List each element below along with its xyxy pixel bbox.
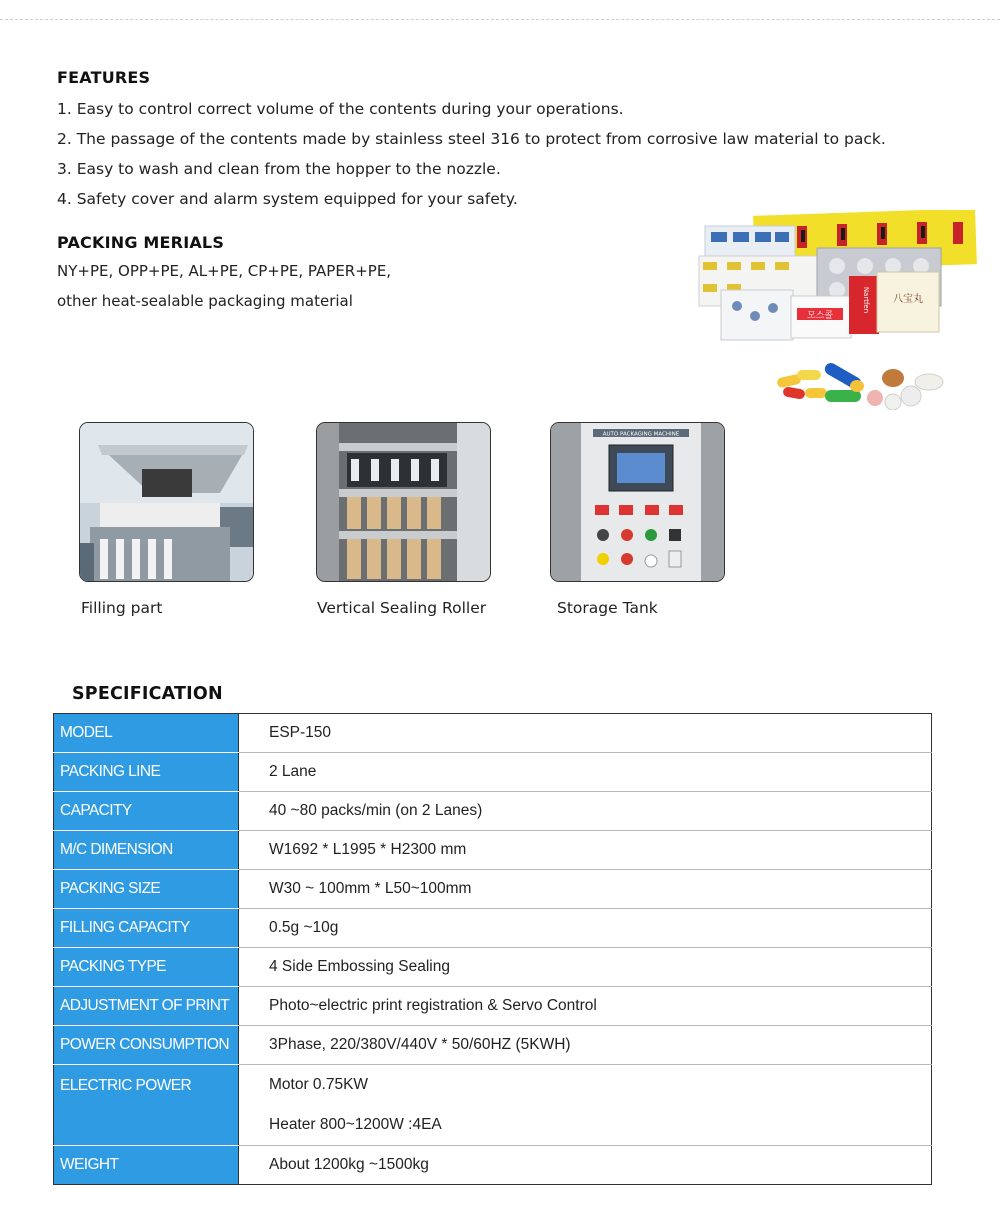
- photo-caption: Storage Tank: [557, 599, 658, 617]
- spec-value: 40 ~80 packs/min (on 2 Lanes): [269, 802, 483, 819]
- spec-label: CAPACITY: [54, 792, 239, 831]
- spec-value-cell: [239, 831, 932, 870]
- spec-value-cell: [239, 948, 932, 987]
- spec-value: 4 Side Embossing Sealing: [269, 958, 450, 975]
- feature-item: 4. Safety cover and alarm system equipped for your safety.: [57, 190, 518, 208]
- spec-row: [54, 870, 932, 909]
- top-dashed-divider: [0, 19, 1000, 20]
- spec-value-cell: [239, 870, 932, 909]
- vertical-sealing-roller-photo: [316, 422, 491, 582]
- spec-value-cell: [239, 1065, 932, 1146]
- spec-label: M/C DIMENSION: [54, 831, 239, 870]
- spec-value: ESP-150: [269, 724, 332, 741]
- spec-row: [54, 714, 932, 753]
- features-heading: FEATURES: [57, 68, 151, 87]
- spec-value-cell: [239, 987, 932, 1026]
- spec-row: [54, 1065, 932, 1146]
- filling-part-photo: [79, 422, 254, 582]
- feature-item: 3. Easy to wash and clean from the hopper to the nozzle.: [57, 160, 501, 178]
- spec-value-cell: [239, 792, 932, 831]
- spec-value-cell: [239, 1146, 932, 1185]
- packing-materials-line: other heat-sealable packaging material: [57, 292, 353, 310]
- spec-value-cell: [239, 909, 932, 948]
- spec-label: MODEL: [54, 714, 239, 753]
- sample-label-red: 모스콜: [806, 311, 834, 321]
- spec-label: WEIGHT: [54, 1146, 239, 1185]
- packing-materials-line: NY+PE, OPP+PE, AL+PE, CP+PE, PAPER+PE,: [57, 262, 392, 280]
- spec-value: Heater 800~1200W :4EA: [269, 1116, 442, 1133]
- spec-value: W1692 * L1995 * H2300 mm: [269, 841, 467, 858]
- spec-value: Photo~electric print registration & Servo Control: [269, 997, 597, 1014]
- spec-value: W30 ~ 100mm * L50~100mm: [269, 880, 472, 897]
- feature-item: 1. Easy to control correct volume of the contents during your operations.: [57, 100, 624, 118]
- spec-value: About 1200kg ~1500kg: [269, 1156, 429, 1173]
- spec-row: [54, 792, 932, 831]
- spec-label: FILLING CAPACITY: [54, 909, 239, 948]
- spec-label: PACKING SIZE: [54, 870, 239, 909]
- spec-value: 3Phase, 220/380V/440V * 50/60HZ (5KWH): [269, 1036, 571, 1053]
- spec-value-cell: [239, 1026, 932, 1065]
- spec-value-cell: [239, 753, 932, 792]
- spec-value: 0.5g ~10g: [269, 919, 339, 936]
- spec-row: [54, 948, 932, 987]
- spec-row: [54, 987, 932, 1026]
- spec-label: POWER CONSUMPTION: [54, 1026, 239, 1065]
- specification-heading: SPECIFICATION: [72, 684, 223, 704]
- panel-label: AUTO PACKAGING MACHINE: [602, 431, 680, 438]
- sample-label-chinese: 八宝丸: [893, 294, 923, 305]
- spec-row: [54, 1026, 932, 1065]
- spec-row: [54, 1146, 932, 1185]
- photo-caption: Vertical Sealing Roller: [317, 599, 487, 617]
- spec-row: [54, 753, 932, 792]
- features-list: [57, 97, 886, 217]
- specification-table: [53, 713, 932, 1185]
- sample-label-yellow: Nartfen: [862, 286, 870, 314]
- spec-label: ADJUSTMENT OF PRINT: [54, 987, 239, 1026]
- spec-label: PACKING LINE: [54, 753, 239, 792]
- spec-label: PACKING TYPE: [54, 948, 239, 987]
- storage-tank-photo: [550, 422, 725, 582]
- spec-row: [54, 909, 932, 948]
- feature-item: 2. The passage of the contents made by stainless steel 316 to protect from corrosive law material to pack.: [57, 130, 886, 148]
- spec-row: [54, 831, 932, 870]
- packaging-samples-image: [697, 210, 982, 410]
- spec-label: ELECTRIC POWER: [54, 1065, 239, 1146]
- packing-materials-heading: PACKING MERIALS: [57, 233, 225, 252]
- spec-value: Motor 0.75KW: [269, 1076, 369, 1093]
- spec-value: 2 Lane: [269, 763, 317, 780]
- spec-value-cell: [239, 714, 932, 753]
- photo-caption: Filling part: [81, 599, 163, 617]
